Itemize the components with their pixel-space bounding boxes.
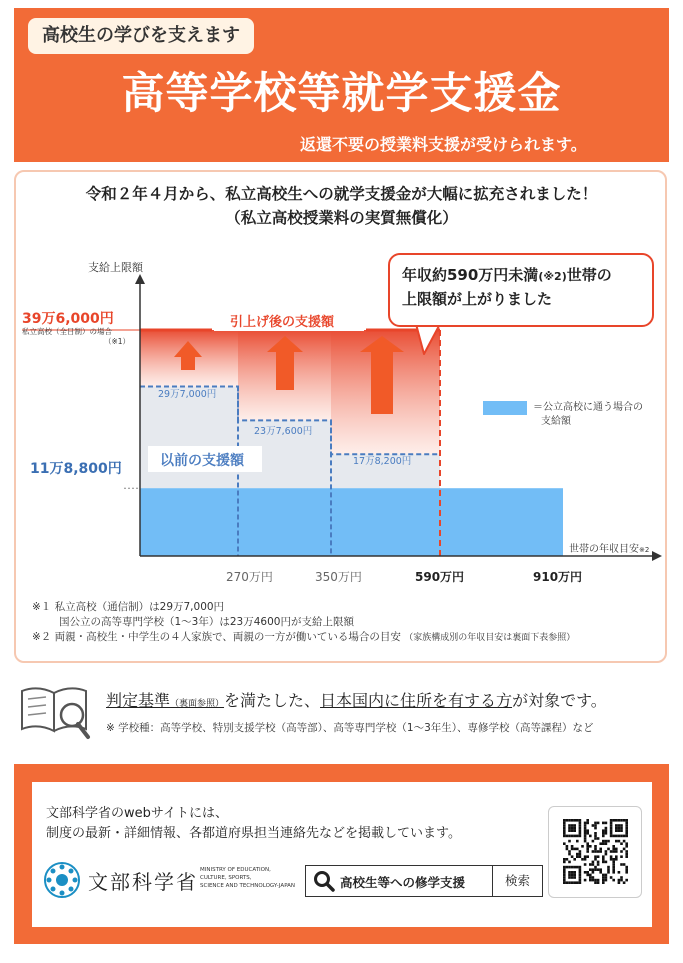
footer-text: [46, 804, 461, 844]
footer-line1: 文部科学省のwebサイトには、: [46, 806, 228, 821]
page-title: 高等学校等就学支援金: [121, 69, 562, 119]
x-axis-arrow: [652, 551, 662, 561]
footnotes: [32, 600, 575, 646]
x-tick-350: 350万円: [315, 570, 362, 584]
public-bar-1: [238, 488, 331, 556]
panel-subheadline: （私立高校授業料の実質無償化）: [225, 209, 458, 227]
callout-line2: 上限額が上がりました: [402, 290, 553, 308]
callout-bubble: [388, 253, 654, 327]
criteria-part4: が対象です。: [512, 691, 607, 710]
public-bar-2: [331, 488, 440, 556]
note-1-line1: ※１ 私立高校（通信制）は29万7,000円: [32, 601, 225, 613]
search-icon: [312, 869, 336, 893]
x-tick-910: 910万円: [533, 570, 583, 584]
value-label-178200: 17万8,200円: [353, 456, 412, 467]
public-bar-3: [440, 488, 563, 556]
value-label-237600: 23万7,600円: [254, 426, 313, 437]
previous-amount-label: 11万8,800円: [30, 461, 122, 477]
max-amount-note: [22, 327, 130, 347]
max-amount-note-line1: 私立高校（全日制）の場合: [22, 327, 112, 336]
school-types-note: ※ 学校種：高等学校、特別支援学校（高等部）、高等専門学校（1～3年生）、専修学校（高等課程）など: [106, 722, 594, 734]
panel-headline: 令和２年４月から、私立高校生への就学支援金が大幅に拡充されました！: [85, 185, 598, 203]
y-axis-arrow: [135, 274, 145, 284]
note-2-main: ※２ 両親・高校生・中学生の４人家族で、両親の一方が働いている場合の目安: [32, 631, 401, 643]
note-1-line2: 国公立の高等専門学校（1～3年）は23万4600円が支給上限額: [59, 616, 354, 628]
previous-support-label: 以前の支援額: [160, 453, 244, 469]
max-amount-label: 39万6,000円: [22, 311, 114, 327]
callout-line1-pre: 年収約590万円未満: [402, 266, 539, 284]
page-subtitle: 返還不要の授業料支援が受けられます。: [300, 135, 587, 154]
x-axis-title: 世帯の年収目安※2: [569, 544, 650, 555]
mext-logo-icon: [42, 860, 82, 900]
callout-line1-note: (※2): [538, 270, 567, 283]
qr-code[interactable]: [548, 806, 642, 898]
footer-line2: 制度の最新・詳細情報、各都道府県担当連絡先などを掲載しています。: [46, 826, 461, 841]
legend-line1: ＝公立高校に通う場合の: [533, 402, 643, 413]
criteria-part3: 日本国内に住所を有する方: [320, 691, 513, 710]
criteria-part2: を満たした、: [224, 691, 321, 710]
callout-line1-post: 世帯の: [566, 266, 612, 284]
y-axis-title: 支給上限額: [88, 261, 143, 274]
after-support-label: 引上げ後の支援額: [230, 315, 335, 330]
x-tick-270: 270万円: [226, 570, 273, 584]
legend-text: [533, 401, 643, 429]
tagline: 高校生の学びを支えます: [28, 18, 254, 54]
legend-line2: 支給額: [541, 416, 571, 427]
book-magnifier-icon: [16, 683, 96, 741]
eligibility-criteria: [106, 688, 607, 711]
public-bar-0: [140, 488, 238, 556]
qr-code-icon: [549, 807, 640, 896]
ministry-english-name: MINISTRY OF EDUCATION, CULTURE, SPORTS, SCIENCE AND TECHNOLOGY-JAPAN: [200, 867, 296, 889]
search-term[interactable]: 高校生等への修学支援: [340, 875, 466, 890]
previous-area-0: [140, 387, 238, 489]
criteria-part1: 判定基準: [106, 691, 171, 710]
criteria-part1-note: （裏面参照）: [170, 699, 225, 709]
value-label-297000: 29万7,000円: [158, 389, 217, 400]
legend-swatch-public: [483, 401, 527, 415]
max-amount-note-line2: （※1）: [104, 337, 131, 346]
x-tick-590: 590万円: [415, 570, 465, 584]
search-button[interactable]: 検索: [492, 865, 543, 897]
note-2-small: （家族構成別の年収目安は裏面下表参照）: [404, 633, 576, 643]
ministry-name: 文部科学省: [88, 870, 198, 894]
